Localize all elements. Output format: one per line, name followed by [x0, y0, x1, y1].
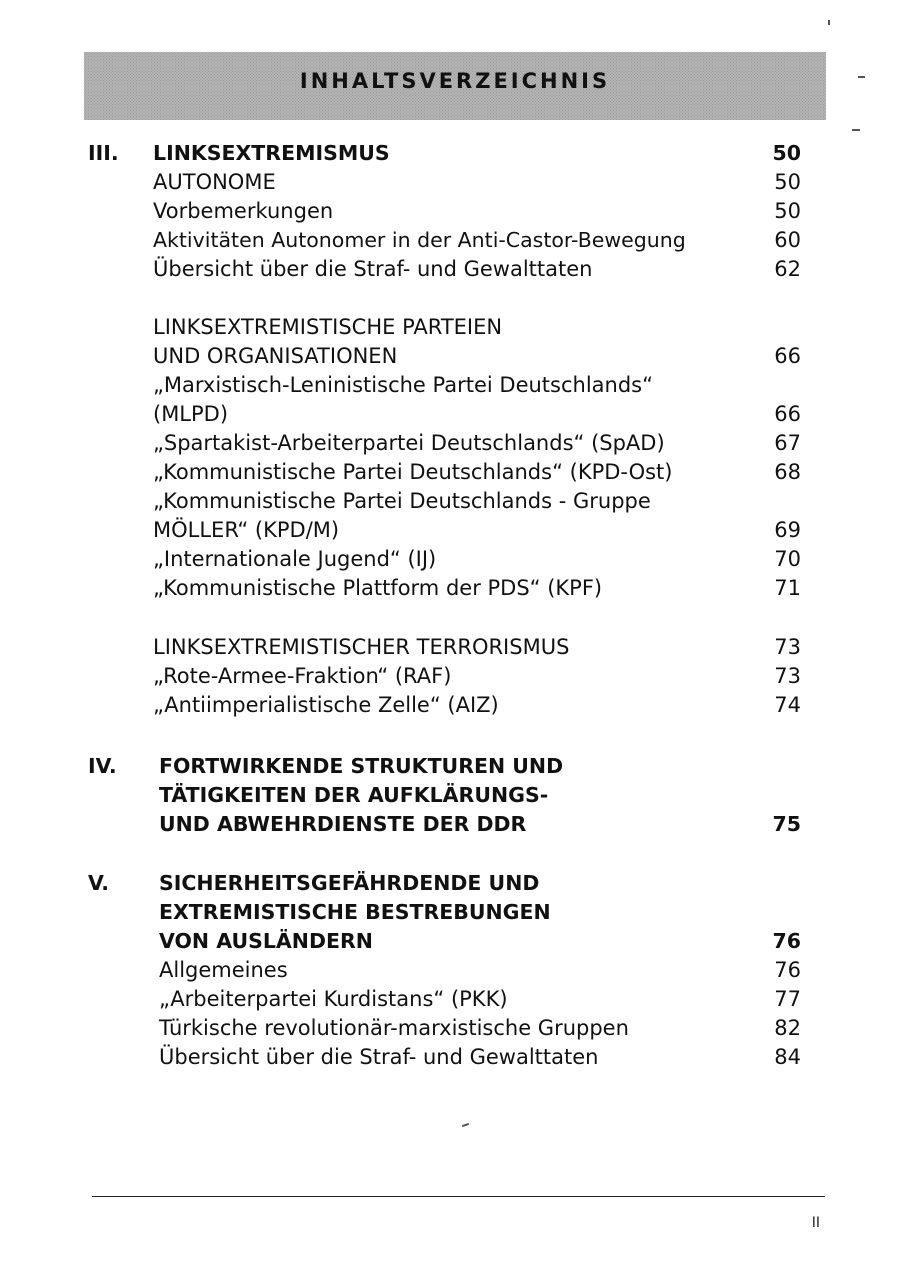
toc-entry[interactable]	[0, 457, 900, 487]
toc-entry-page: 68	[774, 460, 801, 484]
toc-entry-title: „Kommunistische Partei Deutschlands - Gruppe	[153, 489, 651, 513]
toc-entry-title: „Antiimperialistische Zelle“ (AIZ)	[153, 693, 499, 717]
section-number: IV.	[88, 754, 117, 778]
toc-entry[interactable]	[0, 486, 900, 516]
toc-entry-page: 70	[774, 547, 801, 571]
toc-entry[interactable]	[0, 341, 900, 371]
toc-entry[interactable]	[0, 167, 900, 197]
toc-entry-title: EXTREMISTISCHE BESTREBUNGEN	[159, 900, 551, 924]
toc-entry[interactable]	[0, 515, 900, 545]
toc-entry-title: „Internationale Jugend“ (IJ)	[153, 547, 437, 571]
toc-entry[interactable]	[0, 780, 900, 810]
toc-entry[interactable]	[0, 984, 900, 1014]
toc-entry[interactable]	[0, 312, 900, 342]
toc-entry[interactable]	[0, 809, 900, 839]
toc-entry-title: FORTWIRKENDE STRUKTUREN UND	[159, 754, 564, 778]
toc-entry-title: (MLPD)	[153, 402, 229, 426]
toc-entry[interactable]	[0, 399, 900, 429]
toc-entry-title: Vorbemerkungen	[153, 199, 334, 223]
toc-entry-page: 82	[774, 1016, 801, 1040]
toc-entry[interactable]	[0, 1042, 900, 1072]
toc-entry-title: „Rote-Armee-Fraktion“ (RAF)	[153, 664, 452, 688]
toc-entry-title: SICHERHEITSGEFÄHRDENDE UND	[159, 871, 540, 895]
toc-entry-title: „Marxistisch-Leninistische Partei Deutschlands“	[153, 373, 654, 397]
toc-entry-title: UND ORGANISATIONEN	[153, 344, 398, 368]
toc-entry[interactable]	[0, 573, 900, 603]
section-number: III.	[88, 141, 119, 165]
toc-entry-title: LINKSEXTREMISTISCHE PARTEIEN	[153, 315, 503, 339]
toc-entry[interactable]	[0, 632, 900, 662]
scan-speck	[852, 129, 860, 131]
toc-entry[interactable]	[0, 661, 900, 691]
toc-entry-title: „Spartakist-Arbeiterpartei Deutschlands“ (SpAD)	[153, 431, 665, 455]
toc-entry-page: 67	[774, 431, 801, 455]
toc-entry-page: 62	[774, 257, 801, 281]
toc-entry-title: UND ABWEHRDIENSTE DER DDR	[159, 812, 527, 836]
toc-entry-title: LINKSEXTREMISTISCHER TERRORISMUS	[153, 635, 570, 659]
toc-entry[interactable]	[0, 690, 900, 720]
footer-rule	[92, 1196, 825, 1197]
toc-entry-page: 66	[774, 402, 801, 426]
page-title: INHALTSVERZEICHNIS	[299, 69, 611, 93]
toc-entry-page: 69	[774, 518, 801, 542]
toc-entry-title: Übersicht über die Straf- und Gewalttaten	[159, 1045, 599, 1069]
toc-entry-page: 66	[774, 344, 801, 368]
toc-entry-page: 50	[774, 199, 801, 223]
toc-entry-title: „Kommunistische Partei Deutschlands“ (KPD-Ost)	[153, 460, 673, 484]
toc-entry-title: „Kommunistische Plattform der PDS“ (KPF)	[153, 576, 603, 600]
toc-entry-page: 75	[772, 812, 801, 836]
toc-entry-title: LINKSEXTREMISMUS	[153, 141, 390, 165]
toc-entry-page: 50	[772, 141, 801, 165]
toc-entry[interactable]	[0, 254, 900, 284]
toc-entry[interactable]	[0, 138, 900, 168]
toc-entry[interactable]	[0, 544, 900, 574]
toc-entry-title: MÖLLER“ (KPD/M)	[153, 518, 340, 542]
toc-entry[interactable]	[0, 897, 900, 927]
toc-entry-page: 76	[774, 958, 801, 982]
toc-entry[interactable]	[0, 196, 900, 226]
toc-entry[interactable]	[0, 926, 900, 956]
toc-entry[interactable]	[0, 225, 900, 255]
scan-speck	[858, 76, 865, 78]
toc-entry-page: 76	[772, 929, 801, 953]
toc-entry-title: „Arbeiterpartei Kurdistans“ (PKK)	[159, 987, 508, 1011]
toc-entry-title: VON AUSLÄNDERN	[159, 929, 373, 953]
toc-entry-title: AUTONOME	[153, 170, 276, 194]
toc-entry[interactable]	[0, 428, 900, 458]
toc-entry-page: 84	[774, 1045, 801, 1069]
toc-entry[interactable]	[0, 1013, 900, 1043]
toc-entry[interactable]	[0, 868, 900, 898]
toc-entry-page: 77	[774, 987, 801, 1011]
toc-entry-page: 71	[774, 576, 801, 600]
toc-entry-title: Türkische revolutionär-marxistische Gruppen	[159, 1016, 629, 1040]
page-number: II	[811, 1215, 820, 1231]
toc-entry-page: 60	[774, 228, 801, 252]
section-number: V.	[88, 871, 110, 895]
toc-entry[interactable]	[0, 955, 900, 985]
toc-entry-title: Aktivitäten Autonomer in der Anti-Castor-Bewegung	[153, 228, 686, 252]
toc-entry-title: Allgemeines	[159, 958, 288, 982]
toc-entry-page: 73	[774, 635, 801, 659]
toc-entry-page: 74	[774, 693, 801, 717]
toc-entry-page: 73	[774, 664, 801, 688]
toc-entry-page: 50	[774, 170, 801, 194]
toc-entry[interactable]	[0, 370, 900, 400]
toc-entry-title: TÄTIGKEITEN DER AUFKLÄRUNGS-	[159, 783, 549, 807]
toc-entry-title: Übersicht über die Straf- und Gewalttaten	[153, 257, 593, 281]
toc-entry[interactable]	[0, 751, 900, 781]
scan-speck	[828, 20, 830, 25]
